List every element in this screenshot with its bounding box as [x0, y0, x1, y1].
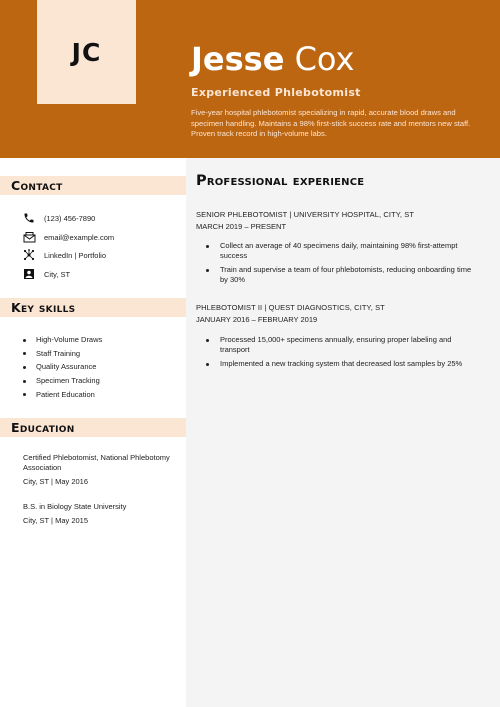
contact-heading: Contact — [11, 178, 63, 193]
job-bullet: Processed 15,000+ specimens annually, ensuring proper labeling and transport — [206, 335, 481, 355]
monogram-initials: JC — [71, 37, 102, 67]
education-entry — [23, 502, 173, 526]
first-name: Jesse — [191, 40, 285, 78]
skill-item: Specimen Tracking — [23, 374, 102, 388]
monogram-box — [37, 0, 136, 104]
skills-list — [23, 333, 102, 401]
header-banner — [0, 0, 500, 158]
profile-summary: Five-year hospital phlebotomist specializing in rapid, accurate blood draws and specimen handling. Maintains a 98% first-stick success rate and mentors new staff. Proven track record in high-volume labs. — [191, 108, 471, 138]
education-detail: City, ST | May 2016 — [23, 477, 89, 486]
education-degree: Certified Phlebotomist, National Phlebotomy Association — [23, 453, 170, 472]
skills-heading-bar — [0, 298, 186, 317]
job-dates: JANUARY 2016 – FEBRUARY 2019 — [196, 315, 318, 324]
skill-item: High-Volume Draws — [23, 333, 102, 347]
full-name — [191, 40, 355, 78]
contact-links[interactable] — [22, 249, 106, 261]
education-entry — [23, 453, 173, 487]
job-bullet: Train and supervise a team of four phlebotomists, reducing onboarding time by 30% — [206, 265, 481, 285]
skill-item: Patient Education — [23, 388, 102, 402]
contact-location — [22, 268, 70, 280]
email-icon — [22, 231, 36, 243]
education-degree: B.S. in Biology State University — [23, 502, 127, 511]
contact-email[interactable] — [22, 231, 114, 243]
skill-item: Quality Assurance — [23, 360, 102, 374]
job-dates: MARCH 2019 – PRESENT — [196, 222, 287, 231]
contact-phone-text: (123) 456-7890 — [44, 213, 96, 223]
job-bullets — [206, 241, 481, 289]
contact-heading-bar — [0, 176, 186, 195]
job-bullets — [206, 335, 481, 373]
contact-email-text: email@example.com — [44, 232, 115, 242]
skill-item: Staff Training — [23, 347, 102, 361]
contact-location-text: City, ST — [44, 269, 71, 279]
skills-heading: Key skills — [11, 300, 76, 315]
education-detail: City, ST | May 2015 — [23, 516, 89, 525]
job-bullet: Collect an average of 40 specimens daily, maintaining 98% first-attempt success — [206, 241, 481, 261]
network-icon — [22, 249, 36, 261]
job-bullet: Implemented a new tracking system that decreased lost samples by 25% — [206, 359, 481, 369]
job-title-headline: Experienced Phlebotomist — [191, 86, 361, 99]
education-heading-bar — [0, 418, 186, 437]
phone-icon — [22, 212, 36, 224]
contact-links-text: LinkedIn | Portfolio — [44, 250, 106, 260]
contact-phone[interactable] — [22, 212, 95, 224]
location-icon — [22, 268, 36, 280]
job-title: PHLEBOTOMIST II | QUEST DIAGNOSTICS, CITY, ST — [196, 303, 385, 312]
education-heading: Education — [11, 420, 75, 435]
job-title: SENIOR PHLEBOTOMIST | UNIVERSITY HOSPITAL, CITY, ST — [196, 210, 415, 219]
last-name: Cox — [294, 40, 355, 78]
experience-heading: Professional experience — [196, 173, 365, 189]
